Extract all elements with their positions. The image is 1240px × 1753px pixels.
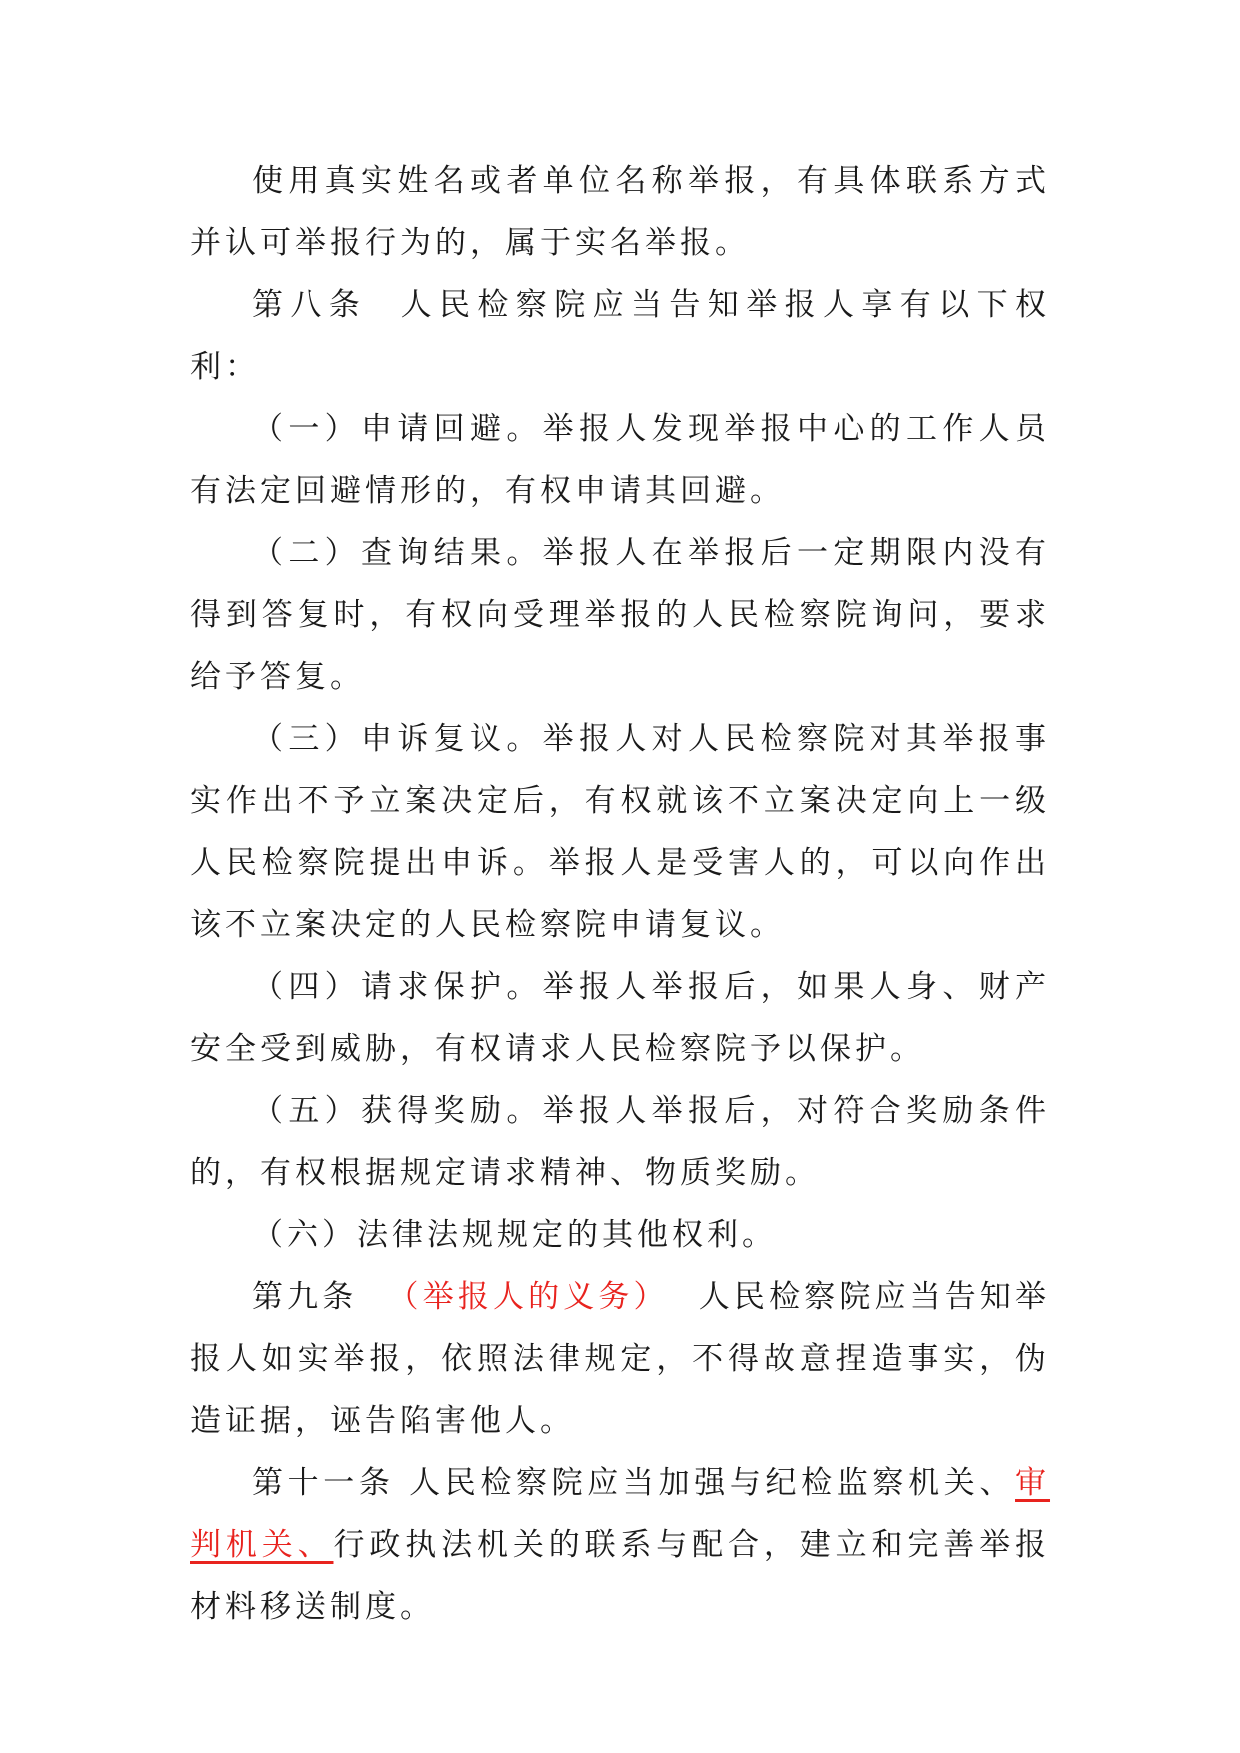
- article-8-paragraph: [190, 274, 1050, 398]
- article-9-paragraph: [190, 1266, 1050, 1452]
- document-body: [190, 150, 1050, 1638]
- article-9-heading-revision: （举报人的义务）: [387, 1279, 669, 1315]
- article-8-text: 人民检察院应当告知举报人享有以下权利：: [190, 287, 1051, 385]
- article-9-number: 第九条: [252, 1279, 358, 1315]
- article-11-text-b: 行政执法机关的联系与配合，建立和完善举报材料移送制度。: [190, 1527, 1051, 1625]
- right-item-1: （一）申请回避。举报人发现举报中心的工作人员有法定回避情形的，有权申请其回避。: [190, 411, 1050, 509]
- article-11-inserted-revision: 审判机关、: [190, 1465, 1051, 1563]
- right-item-2: （二）查询结果。举报人在举报后一定期限内没有得到答复时，有权向受理举报的人民检察院询问，要求给予答复。: [190, 535, 1050, 695]
- right-item-5: （五）获得奖励。举报人举报后，对符合奖励条件的，有权根据规定请求精神、物质奖励。: [190, 1093, 1050, 1191]
- paragraph-real-name-report: 使用真实姓名或者单位名称举报，有具体联系方式并认可举报行为的，属于实名举报。: [190, 163, 1050, 261]
- article-8-number: 第八条: [252, 287, 368, 323]
- right-item-4: （四）请求保护。举报人举报后，如果人身、财产安全受到威胁，有权请求人民检察院予以保护。: [190, 969, 1050, 1067]
- article-9-text: 人民检察院应当告知举报人如实举报，依照法律规定，不得故意捏造事实，伪造证据，诬告陷害他人。: [190, 1279, 1051, 1439]
- article-11-number: 第十一条: [252, 1465, 395, 1501]
- article-11-text-a: 人民检察院应当加强与纪检监察机关、: [409, 1465, 1016, 1501]
- article-11-paragraph: [190, 1452, 1050, 1638]
- right-item-6: （六）法律法规规定的其他权利。: [252, 1217, 777, 1253]
- right-item-3: （三）申诉复议。举报人对人民检察院对其举报事实作出不予立案决定后，有权就该不立案决定向上一级人民检察院提出申诉。举报人是受害人的，可以向作出该不立案决定的人民检察院申请复议。: [190, 721, 1050, 943]
